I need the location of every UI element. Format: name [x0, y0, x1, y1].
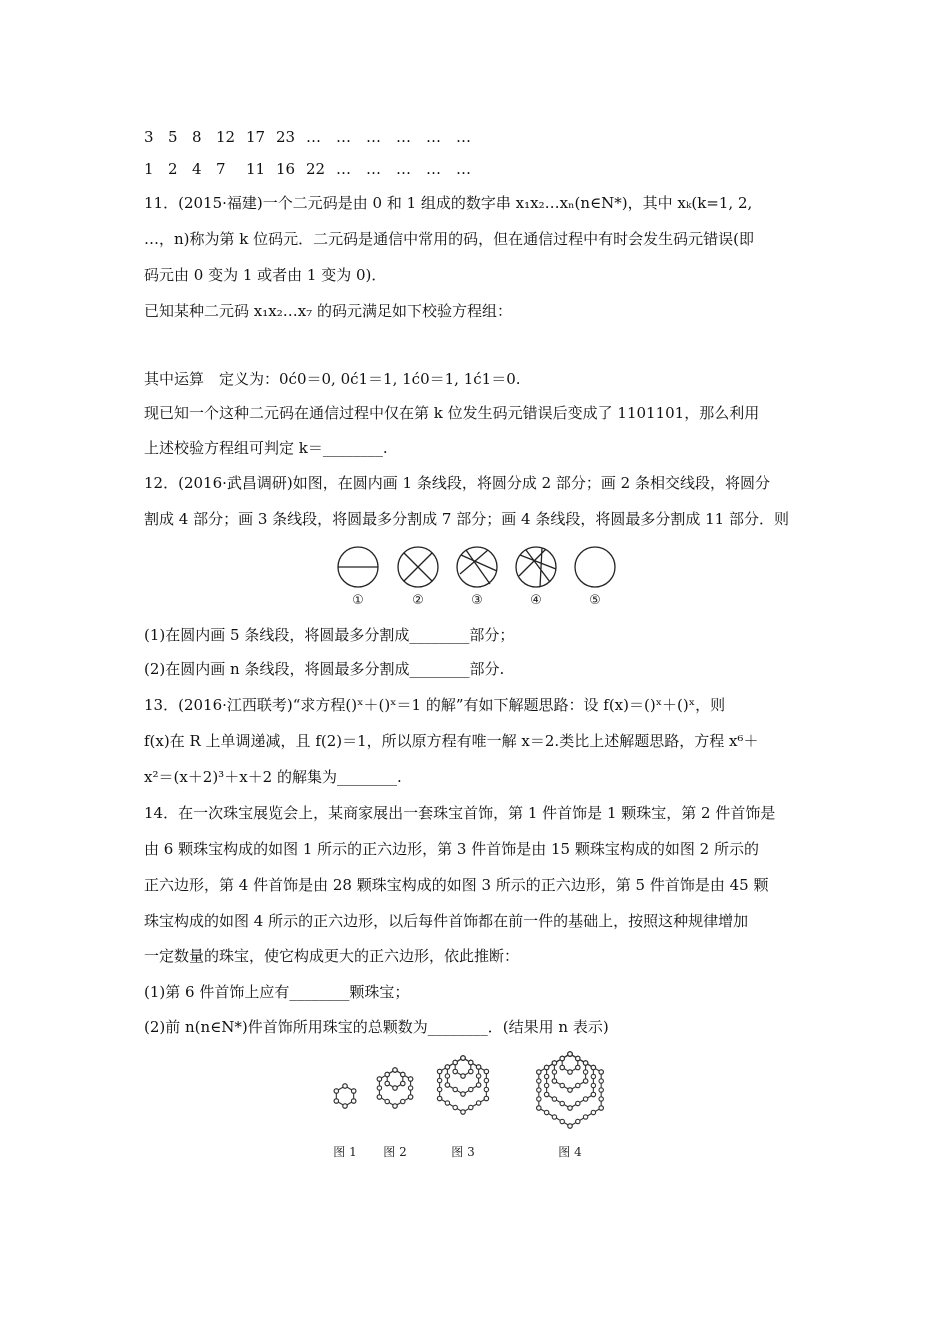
- q14-line-1: 14．在一次珠宝展览会上，某商家展出一套珠宝首饰，第 1 件首饰是 1 颗珠宝，第 2 件首饰是: [144, 804, 776, 822]
- bead: [401, 1072, 405, 1076]
- bead: [599, 1097, 603, 1101]
- bead: [560, 1056, 564, 1060]
- bead: [552, 1097, 556, 1101]
- bead: [552, 1079, 556, 1083]
- bead: [445, 1083, 449, 1087]
- bead: [544, 1083, 548, 1087]
- bead: [343, 1104, 347, 1108]
- bead: [377, 1077, 381, 1081]
- bead: [599, 1079, 603, 1083]
- circle-label: ②: [412, 593, 424, 608]
- bead: [537, 1097, 541, 1101]
- bead: [476, 1083, 480, 1087]
- bead: [568, 1106, 572, 1110]
- circles-figure: [330, 538, 650, 610]
- q11-line-6: 现已知一个这种二元码在通信过程中仅在第 k 位发生码元错误后变成了 1101101，那么利用: [144, 404, 760, 422]
- seq-cell: 17: [246, 128, 266, 146]
- bead: [537, 1079, 541, 1083]
- bead: [544, 1065, 548, 1069]
- hexagon-figures: [320, 1048, 640, 1168]
- bead: [560, 1083, 564, 1087]
- bead: [599, 1106, 603, 1110]
- bead: [576, 1065, 580, 1069]
- bead: [461, 1092, 465, 1096]
- bead: [537, 1106, 541, 1110]
- q13-line-2: f(x)在 R 上单调递减，且 f(2)＝1，所以原方程有唯一解 x＝2.类比上述解题思路，方程 x⁶＋: [144, 732, 759, 750]
- sequence-row-2: [144, 159, 486, 179]
- seq-cell: …: [396, 128, 411, 146]
- q11-line-7: 上述校验方程组可判定 k＝________.: [144, 439, 388, 457]
- bead: [552, 1070, 556, 1074]
- seq-cell: …: [366, 128, 381, 146]
- bead: [343, 1084, 347, 1088]
- bead: [469, 1069, 473, 1073]
- q14-part-2: (2)前 n(n∈N*)件首饰所用珠宝的总颗数为________．(结果用 n 表示): [144, 1018, 609, 1036]
- q11-line-2: …，n)称为第 k 位码元．二元码是通信中常用的码，但在通信过程中有时会发生码元错误(即: [144, 230, 754, 248]
- seq-cell: 22: [306, 160, 326, 178]
- bead: [544, 1110, 548, 1114]
- bead: [583, 1079, 587, 1083]
- bead: [408, 1086, 412, 1090]
- seq-cell: 5: [168, 128, 178, 146]
- q11-line-4: 已知某种二元码 x₁x₂…x₇ 的码元满足如下校验方程组：: [144, 302, 512, 320]
- circle-label: ③: [471, 593, 483, 608]
- circle-label: ①: [352, 593, 364, 608]
- bead: [591, 1110, 595, 1114]
- bead: [445, 1074, 449, 1078]
- bead: [393, 1086, 397, 1090]
- q14-line-3: 正六边形，第 4 件首饰是由 28 颗珠宝构成的如图 3 所示的正六边形，第 5 件首饰是由 45 颗: [144, 876, 769, 894]
- bead: [583, 1097, 587, 1101]
- bead: [537, 1088, 541, 1092]
- bead: [476, 1074, 480, 1078]
- bead: [453, 1105, 457, 1109]
- q13-line-1: 13．(2016·江西联考)“求方程()ˣ＋()ˣ＝1 的解”有如下解题思路：设 f(x)＝()ˣ＋()ˣ，则: [144, 696, 726, 714]
- seq-cell: 23: [276, 128, 296, 146]
- bead: [437, 1087, 441, 1091]
- figure-label: 图 4: [558, 1145, 582, 1159]
- bead: [453, 1087, 457, 1091]
- seq-cell: …: [336, 160, 351, 178]
- bead: [385, 1072, 389, 1076]
- seq-cell: 3: [144, 128, 154, 146]
- bead: [401, 1099, 405, 1103]
- bead: [408, 1095, 412, 1099]
- figure-label: 图 1: [333, 1145, 357, 1159]
- bead: [583, 1115, 587, 1119]
- bead: [408, 1077, 412, 1081]
- bead: [576, 1083, 580, 1087]
- bead: [544, 1074, 548, 1078]
- q12-part-1: (1)在圆内画 5 条线段，将圆最多分割成________部分；: [144, 626, 515, 644]
- bead: [469, 1105, 473, 1109]
- bead: [469, 1087, 473, 1091]
- bead: [437, 1078, 441, 1082]
- bead: [461, 1110, 465, 1114]
- bead: [453, 1069, 457, 1073]
- bead: [591, 1092, 595, 1096]
- seq-cell: …: [336, 128, 351, 146]
- seq-cell: …: [366, 160, 381, 178]
- seq-cell: 4: [192, 160, 202, 178]
- bead: [437, 1096, 441, 1100]
- seq-cell: 1: [144, 160, 154, 178]
- circle-label: ⑤: [589, 593, 601, 608]
- q11-line-3: 码元由 0 变为 1 或者由 1 变为 0)．: [144, 266, 387, 284]
- seq-cell: …: [306, 128, 321, 146]
- bead: [484, 1078, 488, 1082]
- seq-cell: 8: [192, 128, 202, 146]
- bead: [476, 1065, 480, 1069]
- bead: [560, 1119, 564, 1123]
- bead: [377, 1086, 381, 1090]
- bead: [385, 1081, 389, 1085]
- bead: [552, 1115, 556, 1119]
- bead: [568, 1088, 572, 1092]
- seq-cell: 16: [276, 160, 296, 178]
- seq-cell: 12: [216, 128, 236, 146]
- bead: [576, 1056, 580, 1060]
- bead: [591, 1065, 595, 1069]
- q13-line-3: x²＝(x＋2)³＋x＋2 的解集为________.: [144, 768, 402, 786]
- bead: [568, 1070, 572, 1074]
- bead: [484, 1096, 488, 1100]
- bead: [484, 1087, 488, 1091]
- q14-line-5: 一定数量的珠宝，使它构成更大的正六边形，依此推断：: [144, 947, 520, 965]
- bead: [351, 1099, 355, 1103]
- bead: [453, 1060, 457, 1064]
- sequence-row-1: [144, 127, 486, 147]
- figure-label: 图 2: [383, 1145, 407, 1159]
- bead: [445, 1065, 449, 1069]
- bead: [576, 1101, 580, 1105]
- seq-cell: …: [456, 128, 471, 146]
- bead: [583, 1070, 587, 1074]
- bead: [351, 1089, 355, 1093]
- circle-5: [575, 547, 615, 587]
- bead: [591, 1074, 595, 1078]
- bead: [599, 1088, 603, 1092]
- bead: [461, 1074, 465, 1078]
- seq-cell: …: [396, 160, 411, 178]
- bead: [461, 1056, 465, 1060]
- bead: [401, 1081, 405, 1085]
- seq-cell: …: [426, 128, 441, 146]
- figure-label: 图 3: [451, 1145, 475, 1159]
- q11-line-5: 其中运算 定义为：0ć0＝0, 0ć1＝1, 1ć0＝1, 1ć1＝0.: [144, 370, 521, 388]
- bead: [334, 1089, 338, 1093]
- q12-part-2: (2)在圆内画 n 条线段，将圆最多分割成________部分.: [144, 660, 505, 678]
- bead: [469, 1060, 473, 1064]
- q12-line-2: 割成 4 部分；画 3 条线段，将圆最多分割成 7 部分；画 4 条线段，将圆最多分割成 11 部分．则: [144, 510, 789, 528]
- bead: [484, 1069, 488, 1073]
- seq-cell: …: [456, 160, 471, 178]
- bead: [544, 1092, 548, 1096]
- bead: [385, 1099, 389, 1103]
- seq-cell: 11: [246, 160, 266, 178]
- seq-cell: …: [426, 160, 441, 178]
- bead: [437, 1069, 441, 1073]
- q12-line-1: 12．(2016·武昌调研)如图，在圆内画 1 条线段，将圆分成 2 部分；画 2 条相交线段，将圆分: [144, 474, 770, 492]
- q14-line-4: 珠宝构成的如图 4 所示的正六边形，以后每件首饰都在前一件的基础上，按照这种规律增加: [144, 912, 749, 930]
- bead: [568, 1124, 572, 1128]
- bead: [393, 1104, 397, 1108]
- bead: [476, 1101, 480, 1105]
- bead: [393, 1068, 397, 1072]
- bead: [537, 1070, 541, 1074]
- q11-line-1: 11．(2015·福建)一个二元码是由 0 和 1 组成的数字串 x₁x₂…xₙ(n∈N*)，其中 xₖ(k=1, 2,: [144, 194, 753, 212]
- seq-cell: 7: [216, 160, 226, 178]
- circle-3: [457, 547, 497, 587]
- bead: [445, 1101, 449, 1105]
- bead: [576, 1119, 580, 1123]
- seq-cell: 2: [168, 160, 178, 178]
- bead: [599, 1070, 603, 1074]
- bead: [591, 1083, 595, 1087]
- bead: [560, 1101, 564, 1105]
- q14-line-2: 由 6 颗珠宝构成的如图 1 所示的正六边形，第 3 件首饰是由 15 颗珠宝构成的如图 2 所示的: [144, 840, 759, 858]
- bead: [560, 1065, 564, 1069]
- bead: [377, 1095, 381, 1099]
- bead: [583, 1061, 587, 1065]
- q14-part-1: (1)第 6 件首饰上应有________颗珠宝；: [144, 983, 410, 1001]
- bead: [334, 1099, 338, 1103]
- bead: [552, 1061, 556, 1065]
- bead: [568, 1052, 572, 1056]
- circle-label: ④: [530, 593, 542, 608]
